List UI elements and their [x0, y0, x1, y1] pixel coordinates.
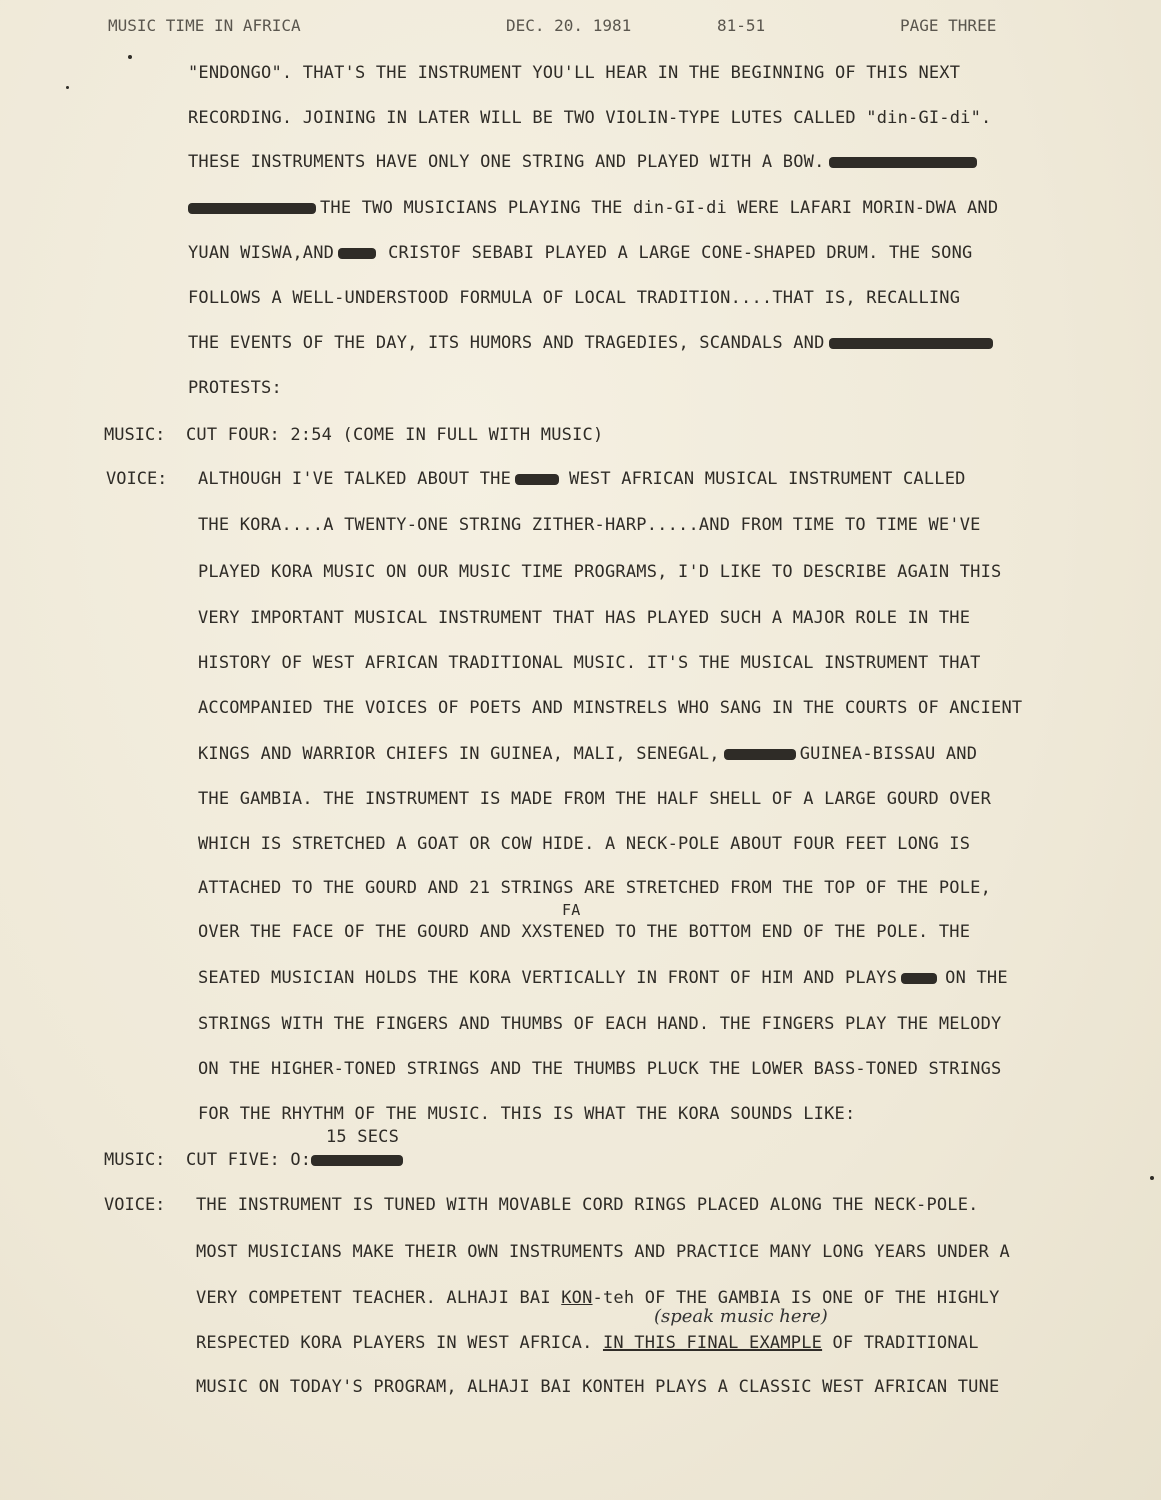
music-label: MUSIC:	[104, 425, 166, 445]
text-line	[198, 744, 977, 764]
text-line	[198, 968, 1008, 988]
text-line: MUSIC ON TODAY'S PROGRAM, ALHAJI BAI KONTEH PLAYS A CLASSIC WEST AFRICAN TUNE	[196, 1377, 1000, 1397]
redaction	[901, 973, 937, 984]
text-segment: KINGS AND WARRIOR CHIEFS IN GUINEA, MALI, SENEGAL,	[198, 744, 720, 764]
redaction	[829, 338, 993, 349]
text-line: FOLLOWS A WELL-UNDERSTOOD FORMULA OF LOCAL TRADITION....THAT IS, RECALLING	[188, 288, 961, 308]
text-line: ON THE HIGHER-TONED STRINGS AND THE THUMBS PLUCK THE LOWER BASS-TONED STRINGS	[198, 1059, 1002, 1079]
music-label: MUSIC:	[104, 1150, 166, 1170]
text-segment: THE TWO MUSICIANS PLAYING THE din-GI-di WERE LAFARI MORIN-DWA AND	[320, 198, 999, 218]
music-cue	[186, 1150, 407, 1170]
voice-label: VOICE:	[104, 1195, 166, 1215]
redaction	[515, 474, 559, 485]
text-segment: OF TRADITIONAL	[832, 1333, 979, 1353]
text-line	[196, 1288, 1000, 1308]
text-segment: GUINEA-BISSAU AND	[799, 744, 978, 764]
text-line: STRINGS WITH THE FINGERS AND THUMBS OF EACH HAND. THE FINGERS PLAY THE MELODY	[198, 1014, 1002, 1034]
text-line: ACCOMPANIED THE VOICES OF POETS AND MINSTRELS WHO SANG IN THE COURTS OF ANCIENT	[198, 698, 1023, 718]
redaction	[338, 248, 376, 259]
cut-five-annotation: 15 SECS	[326, 1127, 400, 1147]
text-line	[188, 333, 997, 353]
redaction	[188, 203, 316, 214]
music-cue: CUT FOUR: 2:54 (COME IN FULL WITH MUSIC)	[186, 425, 604, 445]
text-line: THE GAMBIA. THE INSTRUMENT IS MADE FROM THE HALF SHELL OF A LARGE GOURD OVER	[198, 789, 992, 809]
text-line: FOR THE RHYTHM OF THE MUSIC. THIS IS WHAT THE KORA SOUNDS LIKE:	[198, 1104, 856, 1124]
stray-mark	[66, 86, 69, 89]
text-line: OVER THE FACE OF THE GOURD AND XXSTENED TO THE BOTTOM END OF THE POLE. THE	[198, 922, 971, 942]
text-segment: RESPECTED KORA PLAYERS IN WEST AFRICA.	[196, 1333, 593, 1353]
text-segment: CUT FIVE: O:	[186, 1150, 312, 1170]
text-segment: SEATED MUSICIAN HOLDS THE KORA VERTICALLY IN FRONT OF HIM AND PLAYS	[198, 968, 898, 988]
text-segment: WEST AFRICAN MUSICAL INSTRUMENT CALLED	[569, 469, 966, 489]
text-line: THE INSTRUMENT IS TUNED WITH MOVABLE CORD RINGS PLACED ALONG THE NECK-POLE.	[196, 1195, 979, 1215]
header-date: DEC. 20. 1981	[506, 16, 632, 35]
text-line: VERY IMPORTANT MUSICAL INSTRUMENT THAT HAS PLAYED SUCH A MAJOR ROLE IN THE	[198, 608, 971, 628]
header-number: 81-51	[717, 16, 766, 35]
text-line: WHICH IS STRETCHED A GOAT OR COW HIDE. A NECK-POLE ABOUT FOUR FEET LONG IS	[198, 834, 971, 854]
text-segment: ON THE	[945, 968, 1008, 988]
text-segment: CRISTOF SEBABI PLAYED A LARGE CONE-SHAPED DRUM. THE SONG	[388, 243, 973, 263]
text-segment: IN THIS FINAL EXAMPLE	[602, 1333, 823, 1353]
text-line: ATTACHED TO THE GOURD AND 21 STRINGS ARE STRETCHED FROM THE TOP OF THE POLE,	[198, 878, 992, 898]
text-segment: YUAN WISWA,AND	[188, 243, 335, 263]
text-line: PLAYED KORA MUSIC ON OUR MUSIC TIME PROGRAMS, I'D LIKE TO DESCRIBE AGAIN THIS	[198, 562, 1002, 582]
header-program: MUSIC TIME IN AFRICA	[108, 16, 301, 35]
redaction	[829, 157, 977, 168]
text-segment: THESE INSTRUMENTS HAVE ONLY ONE STRING AND PLAYED WITH A BOW.	[188, 152, 825, 172]
text-segment: VERY COMPETENT TEACHER. ALHAJI BAI	[196, 1288, 551, 1308]
text-line: RECORDING. JOINING IN LATER WILL BE TWO VIOLIN-TYPE LUTES CALLED "din-GI-di".	[188, 108, 992, 128]
redaction	[311, 1155, 403, 1166]
stray-mark	[128, 55, 132, 59]
text-line	[188, 198, 998, 218]
typed-correction: FA	[562, 901, 581, 919]
text-line: HISTORY OF WEST AFRICAN TRADITIONAL MUSIC. IT'S THE MUSICAL INSTRUMENT THAT	[198, 653, 981, 673]
text-segment: ALTHOUGH I'VE TALKED ABOUT THE	[198, 469, 512, 489]
text-segment: KON	[561, 1288, 593, 1308]
redaction	[724, 749, 796, 760]
text-segment: -teh OF THE GAMBIA IS ONE OF THE HIGHLY	[592, 1288, 1000, 1308]
voice-label: VOICE:	[106, 469, 168, 489]
stray-mark	[1150, 1176, 1154, 1180]
text-line: PROTESTS:	[188, 378, 282, 398]
text-line	[196, 1333, 979, 1353]
header-page: PAGE THREE	[900, 16, 997, 35]
text-line	[198, 469, 966, 489]
text-line: MOST MUSICIANS MAKE THEIR OWN INSTRUMENTS AND PRACTICE MANY LONG YEARS UNDER A	[196, 1242, 1010, 1262]
text-line	[188, 243, 972, 263]
text-line: THE KORA....A TWENTY-ONE STRING ZITHER-HARP.....AND FROM TIME TO TIME WE'VE	[198, 515, 981, 535]
text-segment: THE EVENTS OF THE DAY, ITS HUMORS AND TRAGEDIES, SCANDALS AND	[188, 333, 825, 353]
text-line	[188, 152, 981, 172]
handwritten-note: (speak music here)	[654, 1306, 828, 1327]
text-line: "ENDONGO". THAT'S THE INSTRUMENT YOU'LL HEAR IN THE BEGINNING OF THIS NEXT	[188, 63, 961, 83]
